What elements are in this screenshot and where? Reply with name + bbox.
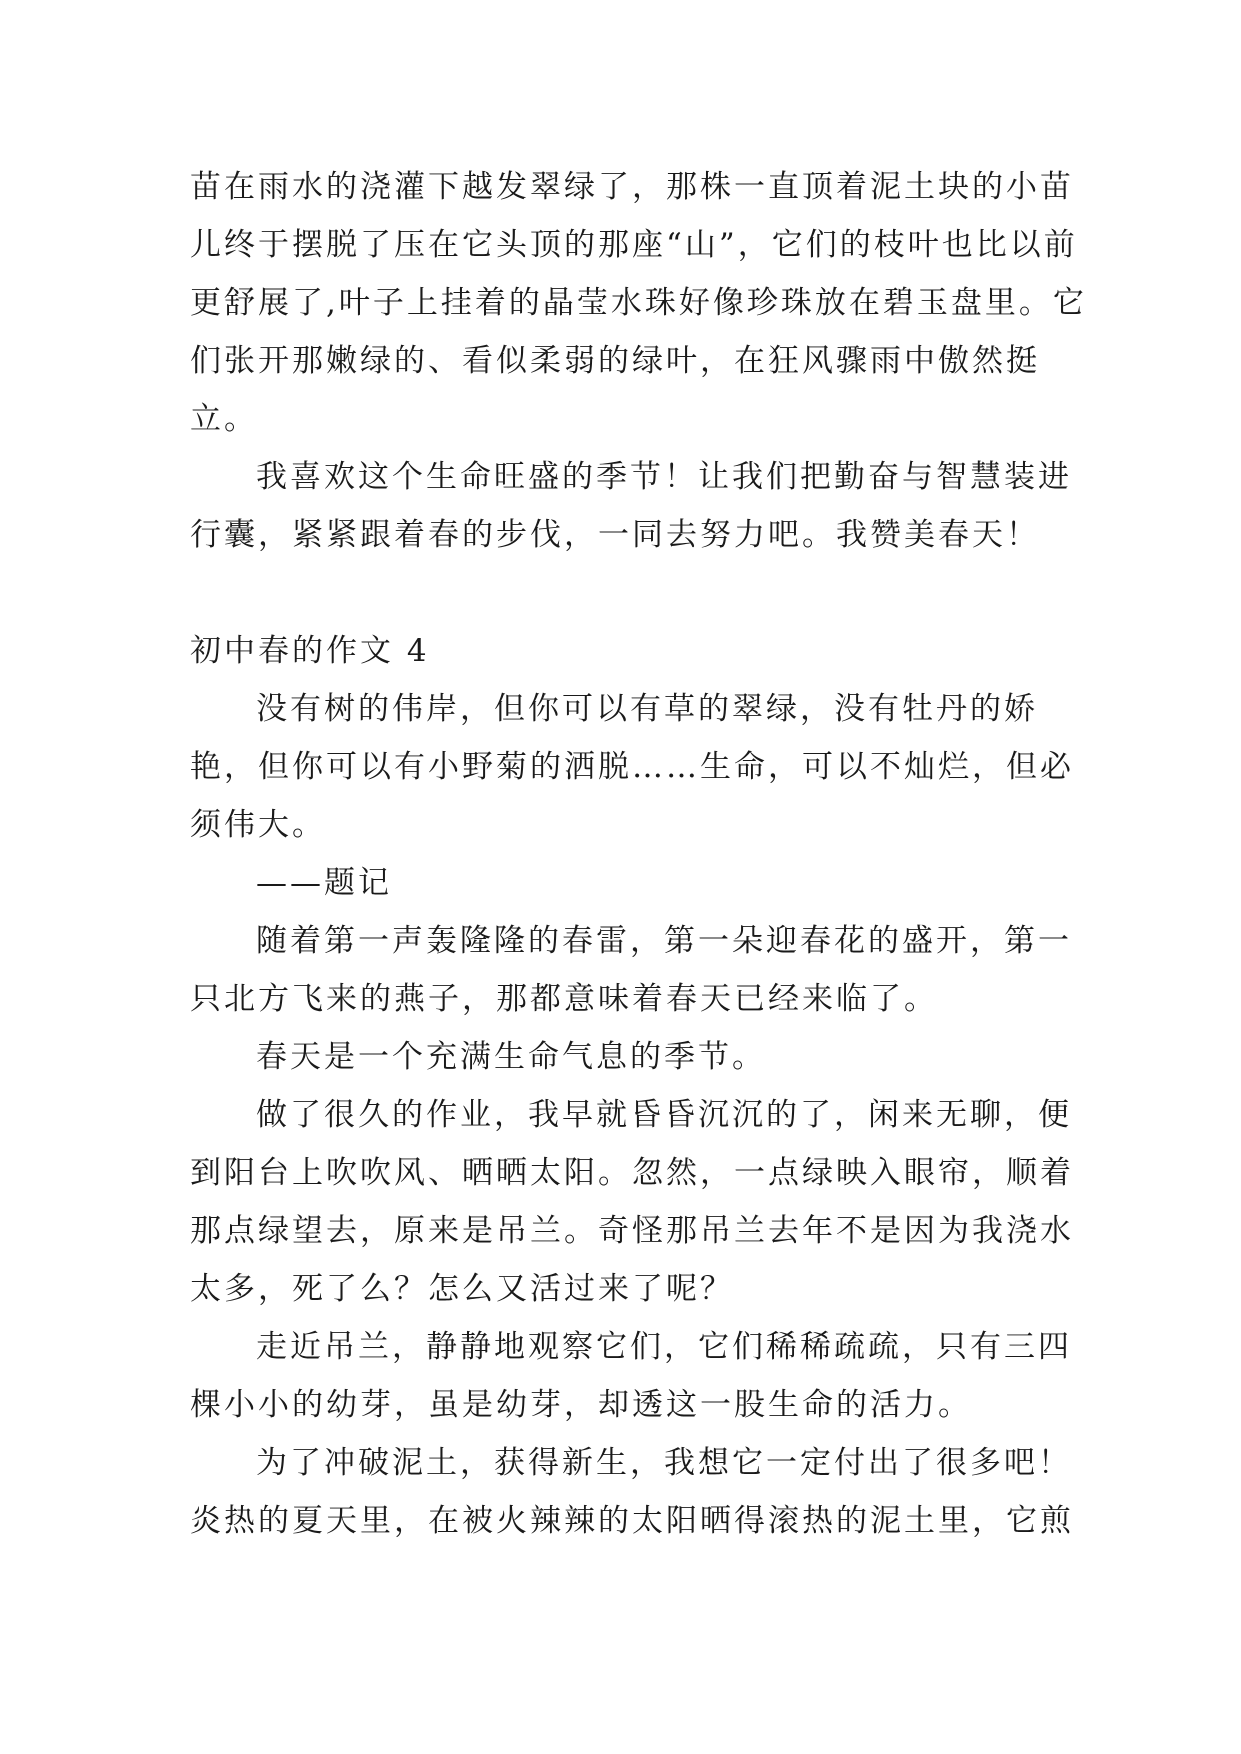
paragraph-observe-orchid: 走近吊兰，静静地观察它们，它们稀稀疏疏，只有三四棵小小的幼芽，虽是幼芽，却透这一股生命的活力。: [190, 1329, 1072, 1423]
epigraph-attribution: ——题记: [256, 865, 392, 901]
paragraph-break-soil: 为了冲破泥土，获得新生，我想它一定付出了很多吧！炎热的夏天里，在被火辣辣的太阳晒得滚热的泥土里，它煎: [190, 1445, 1074, 1539]
section-spacer: [190, 564, 1090, 622]
paragraph-balcony: 做了很久的作业，我早就昏昏沉沉的了，闲来无聊，便到阳台上吹吹风、晒晒太阳。忽然，一点绿映入眼帘，顺着那点绿望去，原来是吊兰。奇怪那吊兰去年不是因为我浇水太多，死了么？怎么又活过来了呢？: [190, 1097, 1074, 1307]
section-title: 初中春的作文 4: [190, 633, 430, 669]
paragraph-epigraph: 没有树的伟岸，但你可以有草的翠绿，没有牡丹的娇艳，但你可以有小野菊的洒脱……生命，可以不灿烂，但必须伟大。: [190, 691, 1074, 843]
paragraph-spring-thunder: 随着第一声轰隆隆的春雷，第一朵迎春花的盛开，第一只北方飞来的燕子，那都意味着春天已经来临了。: [190, 923, 1072, 1017]
paragraph-spring-praise: 我喜欢这个生命旺盛的季节！让我们把勤奋与智慧装进行囊，紧紧跟着春的步伐，一同去努力吧。我赞美春天！: [190, 459, 1072, 553]
paragraph-spring-life: 春天是一个充满生命气息的季节。: [256, 1039, 766, 1075]
document-body: [190, 158, 1090, 1550]
paragraph-continued: 苗在雨水的浇灌下越发翠绿了，那株一直顶着泥土块的小苗儿终于摆脱了压在它头顶的那座“山”，它们的枝叶也比以前更舒展了,叶子上挂着的晶莹水珠好像珍珠放在碧玉盘里。它们张开那嫩绿的、看似柔弱的绿叶，在狂风骤雨中傲然挺立。: [190, 169, 1087, 437]
